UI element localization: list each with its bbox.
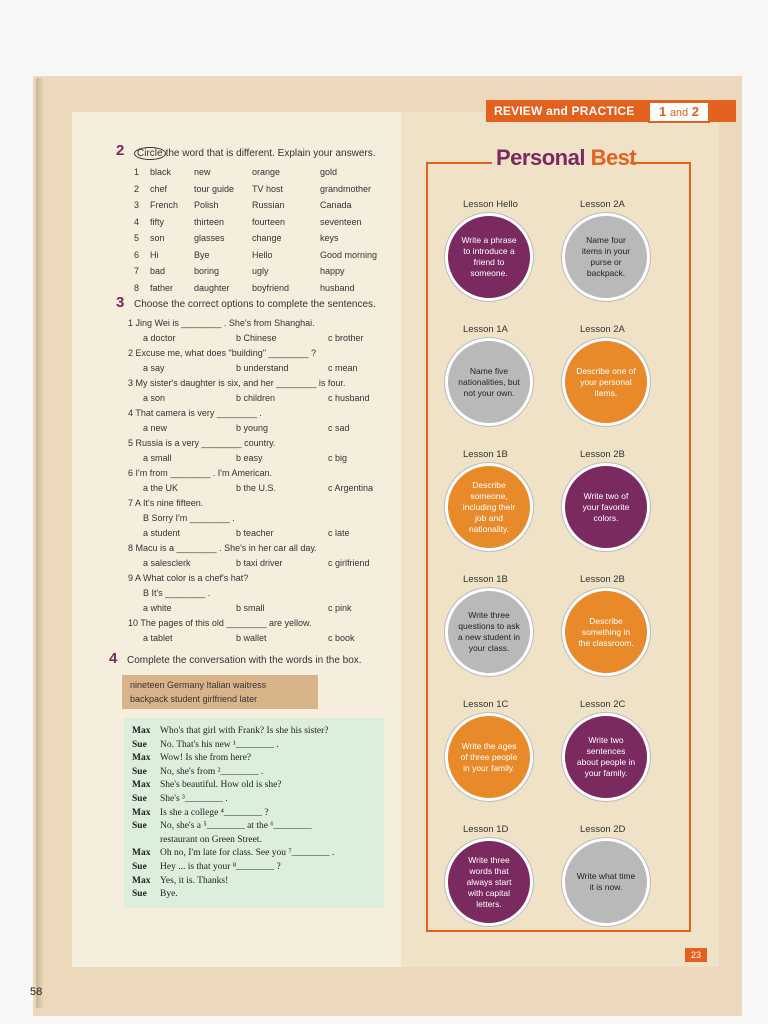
ex3-option-b: b young xyxy=(236,423,269,433)
conversation-box xyxy=(124,718,384,908)
conversation-line xyxy=(132,848,334,858)
ex2-cell-n: 3 xyxy=(134,200,140,210)
word-box-line-1: nineteen Germany Italian waitress xyxy=(130,680,267,690)
line-text: Wow! Is she from here? xyxy=(160,753,252,764)
lesson-label: Lesson 1B xyxy=(463,574,508,585)
unit-badge xyxy=(648,101,710,123)
line-text: No, she's from ²________ . xyxy=(160,766,264,777)
unit-number-1: 1 xyxy=(658,104,667,119)
ex3-question: 5 Russia is a very ________ country. xyxy=(128,438,276,448)
lesson-circle: Write a phrase to introduce a friend to someone. xyxy=(445,213,533,301)
lesson-label: Lesson 1B xyxy=(463,449,508,460)
ex2-cell-b: daughter xyxy=(194,282,230,293)
ex3-question: 9 A What color is a chef's hat? xyxy=(128,573,249,583)
line-text: She's beautiful. How old is she? xyxy=(160,780,282,791)
speaker-name: Sue xyxy=(132,889,147,900)
ex3-option-a: a doctor xyxy=(143,333,176,343)
ex2-cell-n: 6 xyxy=(134,249,140,260)
review-header-label: REVIEW and PRACTICE xyxy=(494,104,635,118)
ex3-option-a: a white xyxy=(143,603,172,613)
ex2-cell-c: orange xyxy=(252,167,281,177)
ex2-cell-a: French xyxy=(150,200,179,210)
page-number-left: 58 xyxy=(30,986,43,998)
ex3-question: 7 A It's nine fifteen. xyxy=(128,498,204,508)
ex2-cell-n: 4 xyxy=(134,216,140,227)
conversation-line xyxy=(132,740,279,750)
ex3-option-a: a the UK xyxy=(143,483,179,493)
ex3-option-c: c mean xyxy=(328,363,358,373)
lesson-circle: Write two of your favorite colors. xyxy=(562,463,650,551)
conversation-line xyxy=(132,876,228,886)
ex2-cell-n: 1 xyxy=(134,167,140,177)
line-text: No, she's a ⁵________ at the ⁶________ xyxy=(160,821,312,832)
line-text: She's ³________ . xyxy=(160,794,228,804)
ex2-cell-c: ugly xyxy=(252,266,269,276)
ex2-cell-n: 7 xyxy=(134,266,140,276)
exercise-3-instruction: Choose the correct options to complete the sentences. xyxy=(134,299,376,310)
lesson-label: Lesson 2B xyxy=(580,574,625,585)
ex2-cell-b: Bye xyxy=(194,249,210,260)
ex3-question: 3 My sister's daughter is six, and her ________ is four. xyxy=(128,378,346,388)
ex2-cell-b: new xyxy=(194,167,211,177)
lesson-circle: Name four items in your purse or backpack. xyxy=(562,213,650,301)
page-shadow xyxy=(36,78,44,1008)
lesson-circle: Write two sentences about people in your family. xyxy=(562,713,650,801)
ex3-option-a: a new xyxy=(143,423,168,433)
ex3-option-b: b the U.S. xyxy=(236,483,277,493)
ex3-option-a: a student xyxy=(143,528,181,538)
ex3-option-c: c book xyxy=(328,633,355,643)
exercise-4-instruction: Complete the conversation with the words in the box. xyxy=(127,655,362,666)
ex2-cell-d: seventeen xyxy=(320,216,362,227)
title-best: Best xyxy=(590,145,637,170)
line-text: Oh no, I'm late for class. See you ⁷________ . xyxy=(160,848,335,859)
lesson-circle: Write three questions to ask a new student in your class. xyxy=(445,588,533,676)
conversation-line xyxy=(132,726,328,736)
ex2-cell-b: boring xyxy=(194,266,220,276)
ex2-cell-a: Hi xyxy=(150,249,159,260)
lesson-circle: Name five nationalities, but not your own. xyxy=(445,338,533,426)
lesson-label: Lesson 2D xyxy=(580,824,626,835)
lesson-label: Lesson 1D xyxy=(463,824,509,835)
word-box-line-2: backpack student girlfriend later xyxy=(130,694,258,704)
ex2-cell-n: 8 xyxy=(134,282,140,293)
ex3-question: 4 That camera is very ________ . xyxy=(128,408,262,418)
unit-and: and xyxy=(669,107,689,119)
ex3-option-c: c big xyxy=(328,453,348,463)
ex2-cell-c: change xyxy=(252,233,282,243)
lesson-circle: Describe one of your personal items. xyxy=(562,338,650,426)
lesson-label: Lesson 2C xyxy=(580,699,626,710)
conversation-line xyxy=(132,753,251,763)
ex3-question-line2: B It's ________ . xyxy=(143,588,211,598)
ex3-option-b: b Chinese xyxy=(236,333,277,343)
lesson-label: Lesson 1C xyxy=(463,699,509,710)
line-text: Hey ... is that your ⁸________ ? xyxy=(160,862,281,872)
ex3-option-c: c Argentina xyxy=(328,483,374,493)
conversation-line xyxy=(132,767,263,777)
conversation-line xyxy=(132,889,178,899)
lesson-circle: Write what time it is now. xyxy=(562,838,650,926)
line-text: Bye. xyxy=(160,889,178,900)
ex2-cell-a: chef xyxy=(150,183,168,194)
ex2-cell-b: tour guide xyxy=(194,183,235,194)
lesson-label: Lesson 2A xyxy=(580,199,625,210)
word-box xyxy=(122,675,318,709)
line-text: restaurant on Green Street. xyxy=(160,834,262,845)
conversation-line xyxy=(132,780,282,790)
ex3-question: 2 Excuse me, what does "building" ________ ? xyxy=(128,348,317,358)
ex2-cell-b: Polish xyxy=(194,200,219,210)
ex2-cell-d: happy xyxy=(320,266,345,276)
lesson-label: Lesson 2B xyxy=(580,449,625,460)
exercise-2-instruction xyxy=(134,147,375,160)
ex2-cell-a: father xyxy=(150,282,174,293)
ex3-option-a: a tablet xyxy=(143,633,173,643)
speaker-name: Max xyxy=(132,807,151,818)
unit-number-2: 2 xyxy=(691,104,700,119)
personal-best-title xyxy=(496,145,636,171)
ex3-option-b: b teacher xyxy=(236,528,274,538)
ex2-cell-b: glasses xyxy=(194,233,225,243)
line-text: Who's that girl with Frank? Is she his sister? xyxy=(160,726,329,736)
circle-word: Circle xyxy=(134,147,166,160)
ex3-option-b: b children xyxy=(236,393,276,403)
ex3-question: 1 Jing Wei is ________ . She's from Shanghai. xyxy=(128,318,315,328)
exercise-2-number: 2 xyxy=(116,142,125,159)
ex3-question: 8 Macu is a ________ . She's in her car all day. xyxy=(128,543,317,553)
ex3-option-b: b easy xyxy=(236,453,263,463)
page-number-right: 23 xyxy=(685,948,707,962)
ex3-option-c: c brother xyxy=(328,333,364,343)
ex2-cell-b: thirteen xyxy=(194,216,225,227)
ex2-cell-d: gold xyxy=(320,167,338,177)
lesson-circle: Write three words that always start with capital letters. xyxy=(445,838,533,926)
conversation-line xyxy=(132,821,312,831)
ex3-option-a: a son xyxy=(143,393,166,403)
ex2-cell-n: 2 xyxy=(134,183,140,194)
lesson-label: Lesson Hello xyxy=(463,199,518,210)
conversation-line xyxy=(132,835,262,845)
ex3-question-line2: B Sorry I'm ________ . xyxy=(143,513,235,523)
exercise-2-text: the word that is different. Explain your answers. xyxy=(165,148,376,159)
ex2-cell-a: bad xyxy=(150,266,166,276)
ex2-cell-a: fifty xyxy=(150,216,165,227)
ex2-cell-d: keys xyxy=(320,233,339,243)
ex2-cell-c: boyfriend xyxy=(252,282,290,293)
line-text: No. That's his new ¹________ . xyxy=(160,739,279,750)
speaker-name: Sue xyxy=(132,862,147,872)
ex3-option-c: c late xyxy=(328,528,350,538)
ex2-cell-c: Russian xyxy=(252,200,285,210)
exercise-4-number: 4 xyxy=(109,650,118,667)
speaker-name: Max xyxy=(132,875,151,886)
line-text: Is she a college ⁴________ ? xyxy=(160,807,269,818)
lesson-circle: Describe someone, including their job and nationality. xyxy=(445,463,533,551)
lesson-label: Lesson 1A xyxy=(463,324,508,335)
conversation-line xyxy=(132,862,281,872)
ex3-option-a: a say xyxy=(143,363,165,373)
speaker-name: Sue xyxy=(132,766,147,777)
conversation-line xyxy=(132,808,269,818)
lesson-label: Lesson 2A xyxy=(580,324,625,335)
ex2-cell-d: Good morning xyxy=(320,249,378,260)
ex3-option-c: c girlfriend xyxy=(328,558,370,568)
ex3-option-a: a salesclerk xyxy=(143,558,191,568)
ex3-option-b: b taxi driver xyxy=(236,558,283,568)
speaker-name: Sue xyxy=(132,794,147,804)
conversation-line xyxy=(132,794,228,804)
ex3-option-c: c pink xyxy=(328,603,352,613)
ex2-cell-c: Hello xyxy=(252,249,273,260)
ex2-cell-n: 5 xyxy=(134,233,140,243)
ex3-option-a: a small xyxy=(143,453,172,463)
ex3-option-b: b wallet xyxy=(236,633,267,643)
speaker-name: Max xyxy=(132,780,151,791)
ex2-cell-d: grandmother xyxy=(320,183,372,194)
ex3-option-b: b small xyxy=(236,603,265,613)
speaker-name: Max xyxy=(132,848,151,859)
ex2-cell-a: son xyxy=(150,233,165,243)
ex2-cell-a: black xyxy=(150,167,172,177)
ex3-question: 10 The pages of this old ________ are yellow. xyxy=(128,618,312,628)
ex3-option-b: b understand xyxy=(236,363,289,373)
ex3-option-c: c husband xyxy=(328,393,370,403)
line-text: Yes, it is. Thanks! xyxy=(160,875,229,886)
exercise-3-number: 3 xyxy=(116,294,125,311)
speaker-name: Sue xyxy=(132,821,147,832)
ex2-cell-c: fourteen xyxy=(252,216,286,227)
speaker-name: Max xyxy=(132,726,151,736)
lesson-circle: Describe something in the classroom. xyxy=(562,588,650,676)
ex3-question: 6 I'm from ________ . I'm American. xyxy=(128,468,272,478)
lesson-circle: Write the ages of three people in your family. xyxy=(445,713,533,801)
ex2-cell-d: husband xyxy=(320,282,355,293)
speaker-name: Max xyxy=(132,753,151,764)
ex2-cell-d: Canada xyxy=(320,200,352,210)
title-personal: Personal xyxy=(496,145,585,170)
ex3-option-c: c sad xyxy=(328,423,350,433)
ex2-cell-c: TV host xyxy=(252,183,284,194)
speaker-name: Sue xyxy=(132,739,147,750)
